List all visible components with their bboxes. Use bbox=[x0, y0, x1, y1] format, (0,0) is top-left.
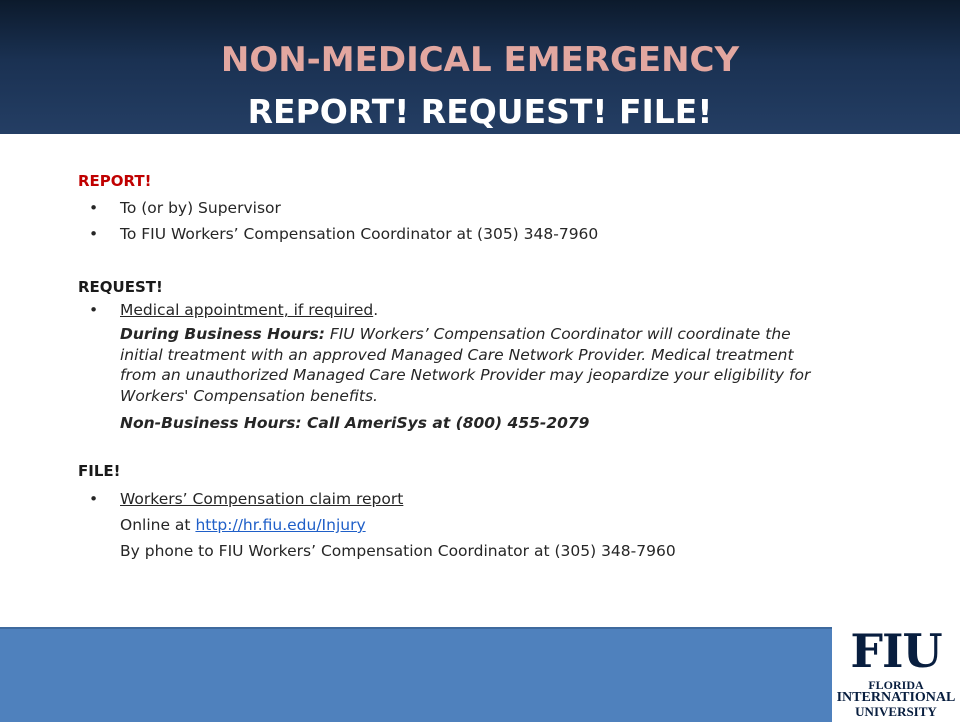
non-business-hours: Non-Business Hours: Call AmeriSys at (800) 455-2079 bbox=[120, 414, 590, 432]
business-hours-text: FIU Workers’ Compensation Coordinator will coordinate the initial treatment with an approved Managed Care Network Provider. Medical treatment from an unauthorized Managed Care Network Provider may jeopardize your eligibility for Workers' Compensation benefits. bbox=[120, 325, 811, 405]
header-banner bbox=[0, 0, 960, 134]
injury-link[interactable]: http://hr.fiu.edu/Injury bbox=[195, 516, 366, 534]
report-heading: REPORT! bbox=[78, 172, 152, 190]
file-online bbox=[120, 516, 366, 534]
fiu-logo-line2: INTERNATIONAL bbox=[836, 690, 956, 705]
request-bullet bbox=[120, 301, 378, 319]
business-hours-label: During Business Hours: bbox=[120, 325, 325, 343]
online-prefix: Online at bbox=[120, 516, 196, 534]
business-hours-paragraph bbox=[120, 324, 820, 406]
footer-bar bbox=[0, 627, 832, 722]
fiu-logo-line1: FLORIDA bbox=[868, 678, 924, 692]
report-bullet-supervisor: • To (or by) Supervisor bbox=[120, 199, 281, 217]
file-bullet bbox=[120, 490, 403, 508]
request-heading: REQUEST! bbox=[78, 278, 163, 296]
request-bullet-period: . bbox=[373, 301, 379, 319]
medical-appointment-text: Medical appointment, if required bbox=[120, 301, 374, 319]
claim-report-text: Workers’ Compensation claim report bbox=[120, 490, 404, 508]
report-bullet-coordinator: • To FIU Workers’ Compensation Coordinator at (305) 348-7960 bbox=[120, 225, 598, 243]
page-title: NON-MEDICAL EMERGENCY bbox=[220, 40, 740, 80]
file-phone: By phone to FIU Workers’ Compensation Coordinator at (305) 348-7960 bbox=[120, 542, 676, 560]
fiu-logo bbox=[832, 624, 960, 720]
page-subtitle: REPORT! REQUEST! FILE! bbox=[247, 92, 713, 131]
fiu-logo-line3: UNIVERSITY bbox=[855, 704, 937, 719]
file-heading: FILE! bbox=[78, 462, 121, 480]
fiu-logo-mark: FIU bbox=[850, 624, 942, 678]
